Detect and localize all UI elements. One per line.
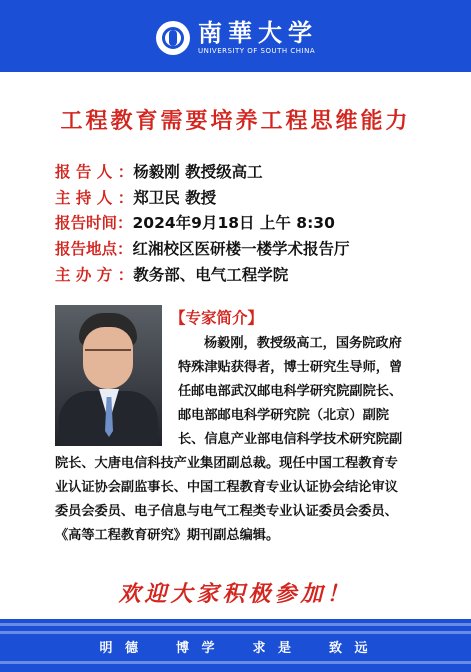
info-value: 2024年9月18日 上午 8:30 (132, 214, 335, 232)
motto-word: 博 学 (175, 641, 219, 656)
header-banner (0, 0, 471, 72)
school-name-en: UNIVERSITY OF SOUTH CHINA (198, 47, 316, 55)
motto-word: 明 德 (99, 641, 142, 656)
lecture-title: 工程教育需要培养工程思维能力 (60, 108, 411, 134)
speaker-photo (55, 305, 162, 446)
logo-text (198, 20, 318, 56)
bio-line: 特殊津贴获得者，博士研究生导师，曾 (178, 360, 403, 375)
info-value: 杨毅刚 教授级高工 (133, 163, 263, 181)
info-row-organizer (55, 265, 288, 285)
bio-line: 邮电部邮电科学研究院（北京）副院 (178, 408, 389, 423)
school-name-cn: 南華大学 (198, 18, 318, 47)
motto-word: 求 是 (252, 641, 296, 656)
bio-line: 任邮电部武汉邮电科学研究院副院长、 (178, 384, 403, 399)
bio-heading: 【专家简介】 (170, 309, 264, 327)
bio-line: 长、信息产业部电信科学技术研究院副 (178, 432, 403, 447)
bio-line: 委员会委员、电子信息与电气工程类专业认证委员会委员、 (55, 504, 398, 519)
bio-line: 《高等工程教育研究》期刊副总编辑。 (55, 528, 280, 543)
university-emblem-icon (156, 21, 190, 55)
info-value: 红湘校区医研楼一楼学术报告厅 (132, 240, 350, 258)
bio-line: 业认证协会副监事长、中国工程教育专业认证协会结论审议 (55, 480, 398, 495)
university-logo (156, 18, 318, 58)
info-label: 报告地点： (55, 240, 133, 258)
info-value: 郑卫民 教授 (133, 189, 217, 207)
info-row-time (55, 213, 335, 233)
school-motto (0, 637, 471, 656)
info-label: 报告时间： (55, 214, 133, 232)
info-row-location (55, 239, 350, 259)
bio-line: 院长、大唐电信科技产业集团副总裁。现任中国工程教育专 (55, 456, 398, 471)
bio-line: 杨毅刚，教授级高工，国务院政府 (204, 336, 402, 351)
info-value: 教务部、电气工程学院 (133, 266, 289, 284)
info-label: 主 持 人 ： (55, 189, 134, 207)
welcome-slogan: 欢迎大家积极参加！ (118, 581, 353, 607)
info-label: 主 办 方 ： (55, 266, 134, 284)
motto-word: 致 远 (329, 641, 372, 656)
info-row-host (55, 188, 216, 208)
info-label: 报 告 人 ： (55, 163, 134, 181)
info-row-speaker (55, 162, 263, 182)
